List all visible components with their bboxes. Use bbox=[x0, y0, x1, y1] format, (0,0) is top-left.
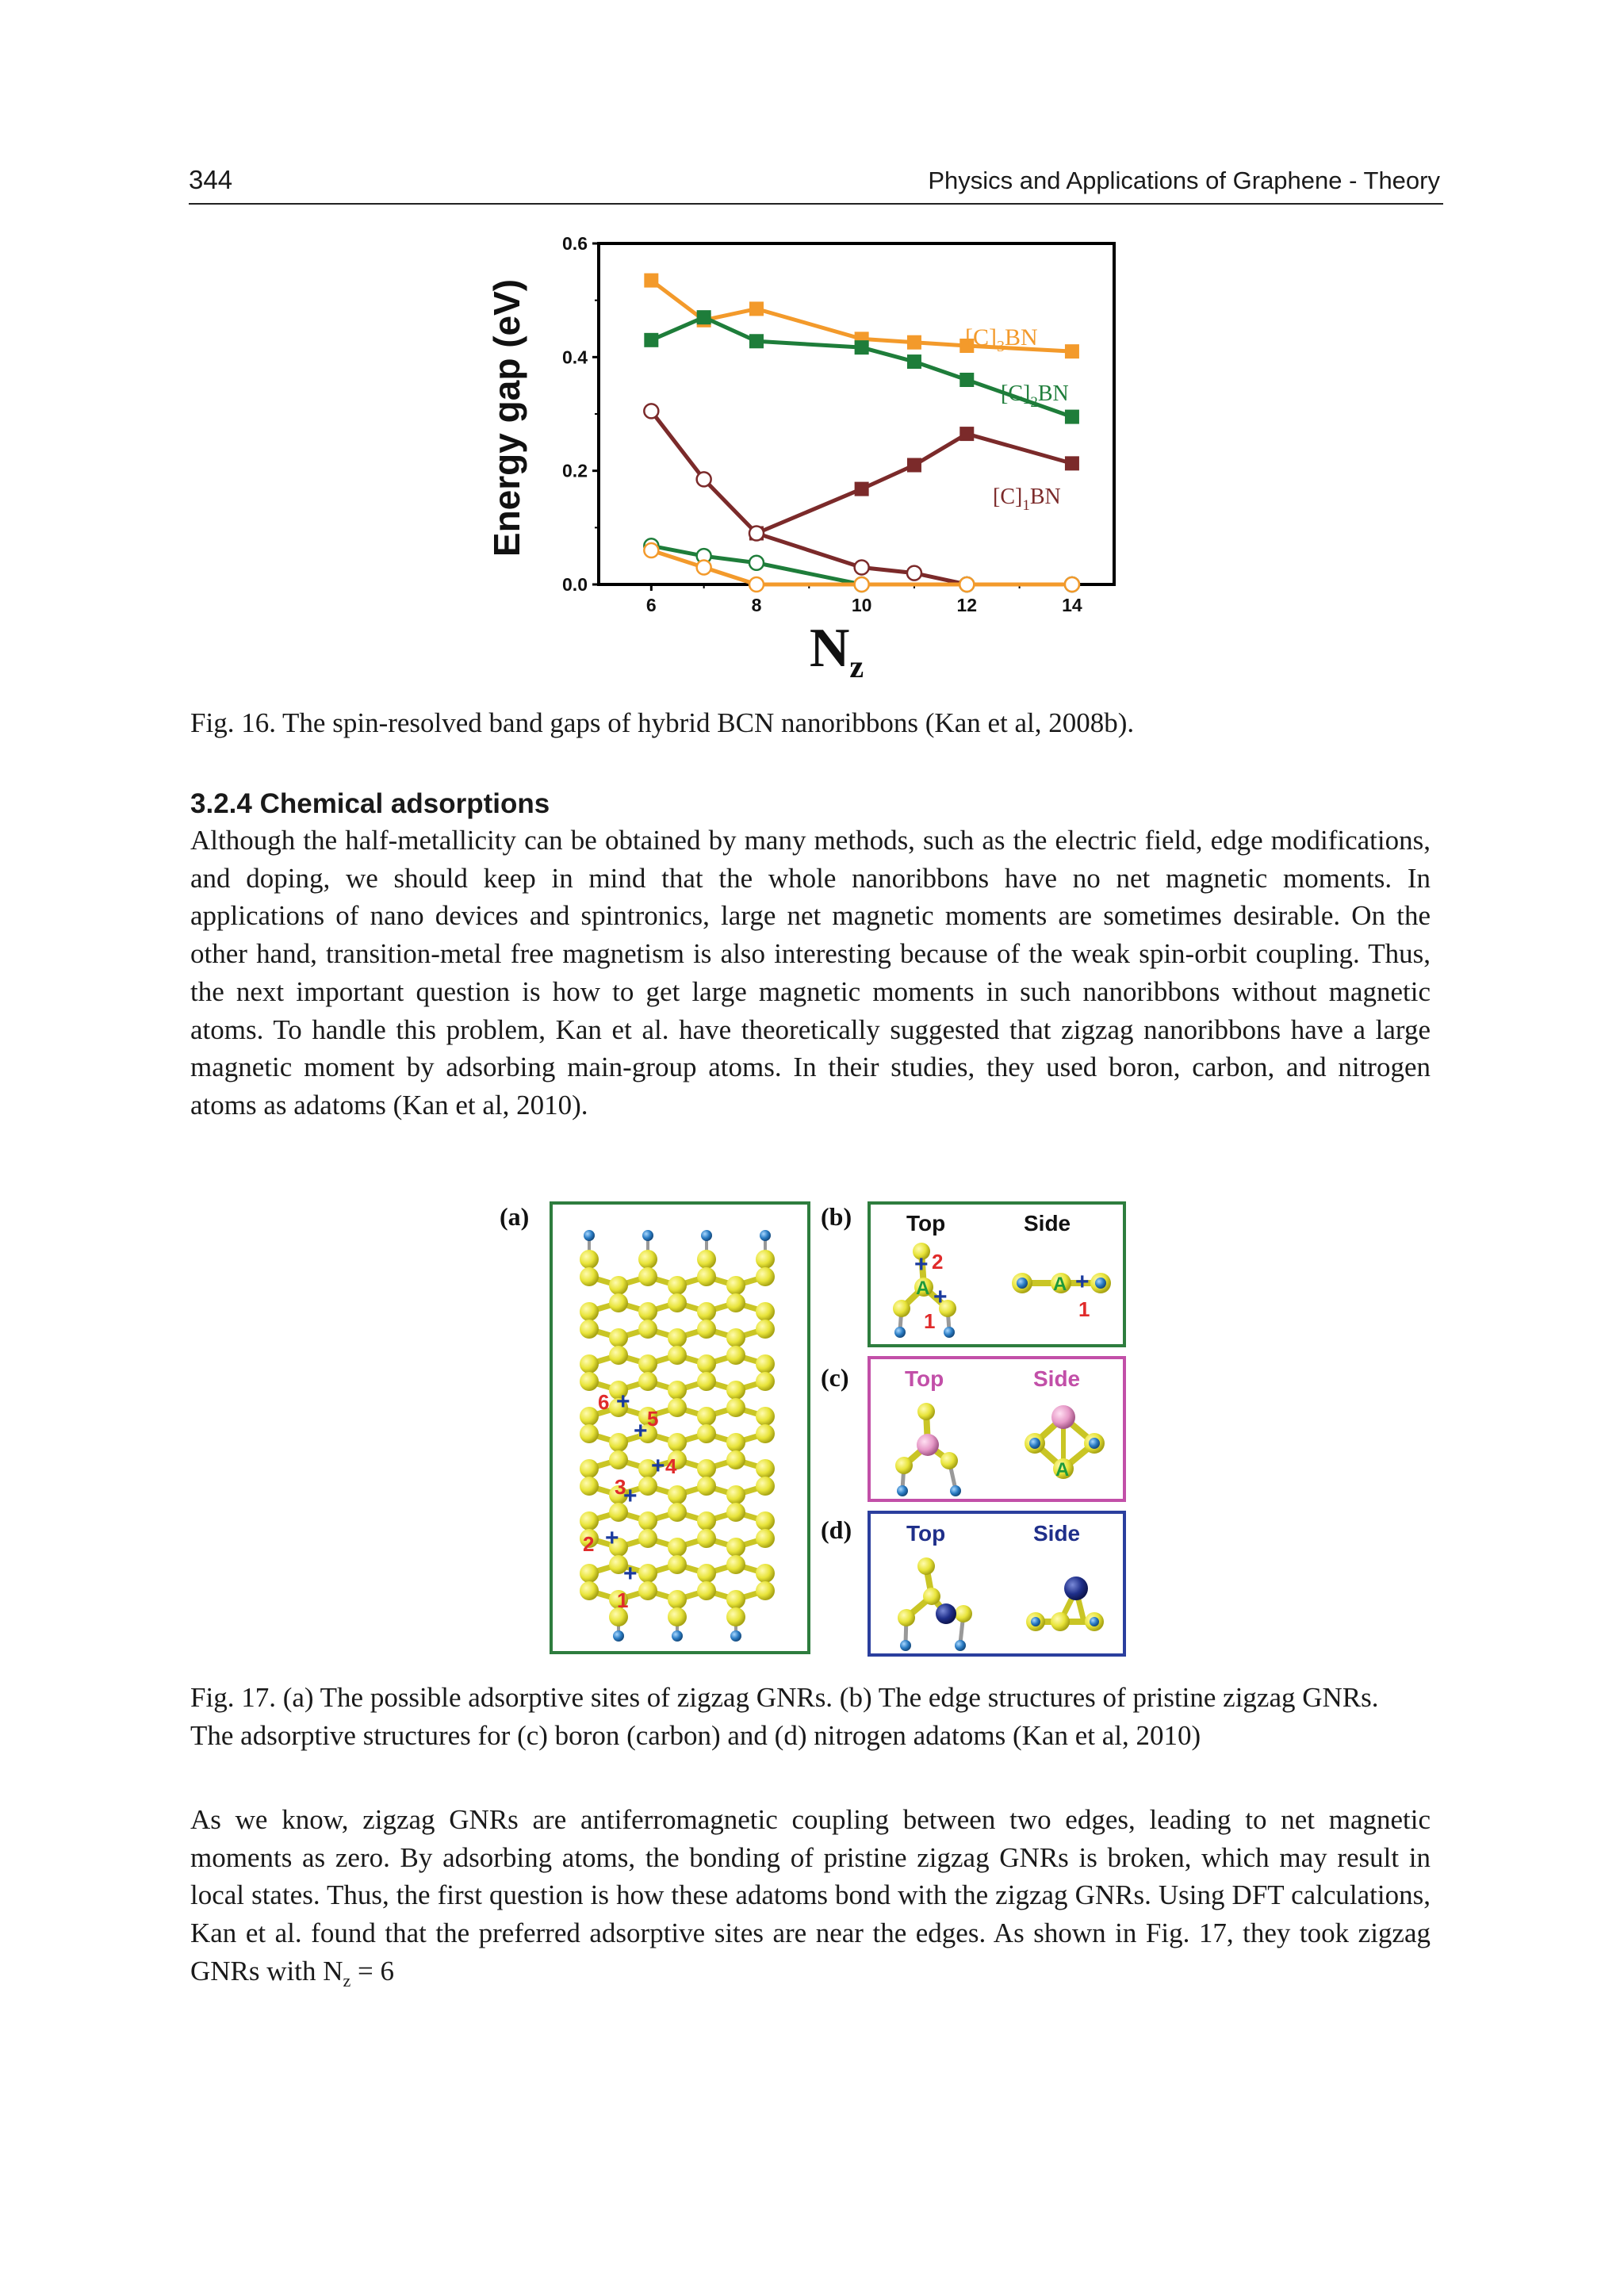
carbon-atom bbox=[726, 1381, 745, 1400]
panel-c-top-structure bbox=[895, 1403, 961, 1496]
data-point bbox=[855, 482, 869, 496]
carbon-atom bbox=[668, 1346, 687, 1365]
panel-d-top-label: Top bbox=[906, 1521, 946, 1546]
carbon-atom bbox=[668, 1433, 687, 1452]
hydrogen-atom bbox=[1095, 1278, 1106, 1289]
y-axis-ticks bbox=[562, 234, 599, 595]
carbon-atom bbox=[668, 1381, 687, 1400]
data-point bbox=[1065, 410, 1079, 424]
carbon-atom bbox=[756, 1407, 775, 1426]
carbon-atom bbox=[697, 1354, 716, 1373]
data-point bbox=[749, 577, 764, 592]
y-tick-label: 0.4 bbox=[562, 347, 588, 368]
panel-c-side-structure bbox=[1025, 1405, 1105, 1481]
carbon-atom bbox=[756, 1581, 775, 1600]
paragraph-2 bbox=[190, 1801, 1431, 2000]
carbon-atom bbox=[580, 1564, 599, 1583]
carbon-atom bbox=[697, 1459, 716, 1478]
atom-label-a: A bbox=[916, 1278, 930, 1299]
figure-16-chart bbox=[476, 234, 1150, 694]
carbon-atom bbox=[609, 1433, 628, 1452]
carbon-atom bbox=[756, 1320, 775, 1339]
hydrogen-atom bbox=[760, 1230, 771, 1241]
carbon-atom bbox=[726, 1328, 745, 1347]
legend-c1bn-sub: 1 bbox=[1022, 497, 1030, 514]
panel-b-side-number-1: 1 bbox=[1078, 1297, 1090, 1321]
carbon-atom bbox=[697, 1511, 716, 1531]
carbon-atom bbox=[726, 1503, 745, 1522]
data-point bbox=[907, 566, 921, 580]
panel-d-side-label: Side bbox=[1033, 1521, 1081, 1546]
data-point bbox=[1065, 344, 1079, 358]
carbon-atom bbox=[638, 1564, 657, 1583]
site-number-2: 2 bbox=[583, 1532, 595, 1556]
site-number-3: 3 bbox=[615, 1475, 626, 1499]
panel-b-side-marker: + bbox=[1075, 1269, 1090, 1295]
carbon-atom bbox=[923, 1588, 940, 1605]
site-marker-2: + bbox=[605, 1525, 619, 1551]
carbon-atom bbox=[668, 1538, 687, 1557]
site-marker-6: + bbox=[616, 1389, 630, 1415]
hydrogen-atom bbox=[672, 1630, 683, 1642]
site-marker-1: + bbox=[623, 1561, 638, 1587]
x-axis-label bbox=[810, 618, 864, 684]
panel-c-top-label: Top bbox=[905, 1366, 944, 1391]
x-tick-label: 6 bbox=[645, 595, 657, 615]
carbon-atom bbox=[580, 1424, 599, 1443]
carbon-atom bbox=[638, 1267, 657, 1286]
carbon-atom bbox=[580, 1354, 599, 1373]
panel-b-marker-2: + bbox=[914, 1251, 929, 1278]
carbon-atom bbox=[638, 1354, 657, 1373]
site-marker-3: + bbox=[623, 1483, 638, 1509]
carbon-atom bbox=[638, 1511, 657, 1531]
carbon-atom bbox=[726, 1607, 745, 1626]
carbon-atom bbox=[726, 1538, 745, 1557]
panel-b-side-label: Side bbox=[1024, 1211, 1071, 1236]
carbon-atom bbox=[756, 1372, 775, 1391]
carbon-atom bbox=[638, 1477, 657, 1496]
paragraph-1: Although the half-metallicity can be obtained by many methods, such as the electric field, edge modifications, and doping, we should keep in mind that the whole nanoribbons have no net magnetic moments. In applications of nano devices and spintronics, large net magnetic moments are sometimes desirable. On the other hand, transition-metal free magnetism is also interesting because of the weak spin-orbit coupling. Thus, the next important question is how to get large magnetic moments in such nanoribbons without magnetic atoms. To handle this problem, Kan et al. have theoretically suggested that zigzag nanoribbons have a large magnetic moment by adsorbing main-group atoms. In their studies, they used boron, carbon, and nitrogen atoms as adatoms (Kan et al, 2010). bbox=[190, 825, 1431, 1121]
figure-17-caption: Fig. 17. (a) The possible adsorptive sites of zigzag GNRs. (b) The edge structures of pristine zigzag GNRs. The adsorptive structures for (c) boron (carbon) and (d) nitrogen adatoms (Kan et al, 2010) bbox=[190, 1682, 1379, 1751]
carbon-atom bbox=[580, 1250, 599, 1269]
carbon-atom bbox=[668, 1555, 687, 1574]
carbon-atom bbox=[638, 1581, 657, 1600]
carbon-atom bbox=[580, 1320, 599, 1339]
data-point bbox=[749, 334, 764, 348]
hydrogen-atom bbox=[642, 1230, 653, 1241]
site-number-5: 5 bbox=[647, 1407, 659, 1431]
nitrogen-adatom bbox=[936, 1603, 956, 1624]
carbon-atom bbox=[638, 1250, 657, 1269]
carbon-atom bbox=[609, 1450, 628, 1469]
running-title: Physics and Applications of Graphene - Theory bbox=[928, 167, 1440, 194]
y-tick-label: 0.6 bbox=[562, 234, 588, 254]
y-tick-label: 0.2 bbox=[562, 460, 588, 481]
x-tick-label: 8 bbox=[751, 595, 762, 615]
carbon-atom bbox=[756, 1424, 775, 1443]
carbon-atom bbox=[1051, 1612, 1070, 1631]
page-header bbox=[189, 163, 1443, 205]
carbon-atom bbox=[580, 1581, 599, 1600]
site-number-1: 1 bbox=[617, 1588, 629, 1612]
site-marker-5: + bbox=[634, 1418, 648, 1444]
carbon-atom bbox=[609, 1276, 628, 1295]
data-point bbox=[749, 527, 764, 541]
panel-b-number-1: 1 bbox=[924, 1309, 936, 1333]
carbon-atom bbox=[895, 1457, 913, 1474]
carbon-atom bbox=[697, 1372, 716, 1391]
legend-c3bn-sub: 3 bbox=[997, 338, 1005, 355]
nitrogen-adatom bbox=[1064, 1576, 1088, 1600]
hydrogen-atom bbox=[613, 1630, 624, 1642]
panel-b-top-label: Top bbox=[906, 1211, 946, 1236]
carbon-atom bbox=[697, 1581, 716, 1600]
carbon-atom bbox=[898, 1609, 915, 1626]
hydrogen-atom bbox=[950, 1485, 961, 1496]
hydrogen-atom bbox=[584, 1230, 595, 1241]
zigzag-gnr-lattice bbox=[580, 1230, 775, 1642]
carbon-atom bbox=[638, 1529, 657, 1548]
carbon-atom bbox=[917, 1403, 935, 1420]
panel-b-side-structure bbox=[1012, 1269, 1111, 1321]
panel-d-top-structure bbox=[898, 1557, 972, 1651]
carbon-atom bbox=[955, 1605, 972, 1622]
hydrogen-atom bbox=[897, 1485, 908, 1496]
carbon-atom bbox=[580, 1477, 599, 1496]
carbon-atom bbox=[697, 1424, 716, 1443]
panel-label-c: (c) bbox=[821, 1363, 849, 1392]
carbon-atom bbox=[697, 1564, 716, 1583]
data-point bbox=[907, 335, 921, 350]
atom-label-a-side: A bbox=[1053, 1274, 1067, 1295]
carbon-atom bbox=[756, 1302, 775, 1321]
x-axis-label-sub: z bbox=[849, 649, 864, 684]
data-point bbox=[959, 577, 974, 592]
data-point bbox=[855, 577, 869, 592]
carbon-atom bbox=[756, 1529, 775, 1548]
carbon-atom bbox=[756, 1564, 775, 1583]
y-tick-label: 0.0 bbox=[562, 574, 588, 595]
carbon-atom bbox=[697, 1529, 716, 1548]
carbon-atom bbox=[668, 1503, 687, 1522]
data-point bbox=[855, 561, 869, 575]
atom-label-a-c: A bbox=[1055, 1459, 1070, 1481]
data-point bbox=[644, 543, 658, 557]
legend-c2bn-sub: 2 bbox=[1030, 394, 1038, 411]
section-heading: 3.2.4 Chemical adsorptions bbox=[190, 788, 550, 819]
carbon-atom bbox=[697, 1320, 716, 1339]
legend-c3bn-tail: BN bbox=[1005, 324, 1038, 351]
boron-adatom bbox=[1051, 1405, 1075, 1429]
carbon-atom bbox=[668, 1590, 687, 1609]
hydrogen-atom bbox=[1017, 1278, 1028, 1289]
panel-b-number-2: 2 bbox=[932, 1250, 944, 1274]
panel-label-d: (d) bbox=[821, 1515, 852, 1544]
site-number-4: 4 bbox=[665, 1454, 677, 1478]
legend-c1bn-main: [C] bbox=[993, 485, 1023, 509]
y-axis-label: Energy gap (eV) bbox=[486, 278, 527, 557]
carbon-atom bbox=[726, 1346, 745, 1365]
data-point bbox=[697, 561, 711, 575]
carbon-atom bbox=[940, 1452, 958, 1469]
carbon-atom bbox=[697, 1302, 716, 1321]
carbon-atom bbox=[697, 1267, 716, 1286]
carbon-atom bbox=[580, 1511, 599, 1531]
hydrogen-atom bbox=[730, 1630, 741, 1642]
carbon-atom bbox=[726, 1398, 745, 1417]
carbon-atom bbox=[726, 1433, 745, 1452]
hydrogen-atom bbox=[900, 1640, 911, 1651]
figure-17-structures bbox=[488, 1190, 1146, 1665]
carbon-atom bbox=[756, 1354, 775, 1373]
carbon-atom bbox=[893, 1300, 910, 1317]
carbon-atom bbox=[756, 1459, 775, 1478]
carbon-atom bbox=[580, 1372, 599, 1391]
carbon-atom bbox=[756, 1477, 775, 1496]
carbon-atom bbox=[609, 1346, 628, 1365]
data-point bbox=[907, 354, 921, 369]
hydrogen-atom bbox=[1031, 1617, 1040, 1626]
panel-c-side-label: Side bbox=[1033, 1366, 1081, 1391]
site-number-6: 6 bbox=[598, 1390, 610, 1414]
data-point bbox=[697, 310, 711, 324]
data-point bbox=[959, 427, 974, 441]
carbon-atom bbox=[756, 1511, 775, 1531]
carbon-atom bbox=[756, 1267, 775, 1286]
panel-b-top-structure bbox=[893, 1243, 956, 1338]
x-tick-label: 10 bbox=[851, 595, 872, 615]
carbon-atom bbox=[917, 1557, 935, 1575]
data-point bbox=[644, 404, 658, 418]
hydrogen-atom bbox=[1090, 1617, 1099, 1626]
hydrogen-atom bbox=[1089, 1438, 1100, 1449]
data-point bbox=[907, 458, 921, 473]
carbon-atom bbox=[580, 1407, 599, 1426]
carbon-atom bbox=[668, 1328, 687, 1347]
carbon-atom bbox=[580, 1267, 599, 1286]
legend-c2bn-tail: BN bbox=[1037, 381, 1069, 406]
carbon-atom bbox=[580, 1459, 599, 1478]
legend-c3bn-main: [C] bbox=[965, 324, 997, 351]
carbon-atom bbox=[668, 1398, 687, 1417]
carbon-atom bbox=[668, 1485, 687, 1504]
carbon-atom bbox=[638, 1372, 657, 1391]
carbon-atom bbox=[668, 1276, 687, 1295]
carbon-atom bbox=[638, 1302, 657, 1321]
paragraph-2-subscript: z bbox=[343, 1970, 351, 1990]
legend-c1bn-tail: BN bbox=[1029, 485, 1061, 509]
carbon-atom bbox=[609, 1293, 628, 1312]
hydrogen-atom bbox=[1029, 1438, 1040, 1449]
carbon-atom bbox=[697, 1407, 716, 1426]
carbon-atom bbox=[726, 1293, 745, 1312]
legend-c2bn-main: [C] bbox=[1001, 381, 1031, 406]
data-point bbox=[644, 333, 658, 347]
x-tick-label: 12 bbox=[956, 595, 978, 615]
data-point bbox=[697, 472, 711, 486]
data-point bbox=[749, 556, 764, 570]
data-point bbox=[855, 340, 869, 354]
panel-b-marker-1: + bbox=[933, 1284, 948, 1310]
hydrogen-atom bbox=[701, 1230, 712, 1241]
carbon-atom bbox=[726, 1450, 745, 1469]
panel-label-a: (a) bbox=[500, 1202, 530, 1231]
data-point bbox=[644, 274, 658, 288]
carbon-atom bbox=[638, 1320, 657, 1339]
carbon-atom bbox=[726, 1276, 745, 1295]
paragraph-2-tail: = 6 bbox=[350, 1955, 395, 1986]
data-point bbox=[1065, 577, 1079, 592]
carbon-atom bbox=[726, 1485, 745, 1504]
hydrogen-atom bbox=[955, 1640, 966, 1651]
plot-frame bbox=[599, 243, 1114, 584]
carbon-atom bbox=[668, 1607, 687, 1626]
panel-d-side-structure bbox=[1026, 1576, 1104, 1631]
x-tick-label: 14 bbox=[1062, 595, 1082, 615]
figure-16-caption: Fig. 16. The spin-resolved band gaps of hybrid BCN nanoribbons (Kan et al, 2008b). bbox=[190, 707, 1135, 738]
carbon-atom bbox=[697, 1477, 716, 1496]
data-point bbox=[959, 373, 974, 387]
carbon-atom bbox=[609, 1328, 628, 1347]
page-number: 344 bbox=[189, 165, 233, 194]
paragraph-2-text: As we know, zigzag GNRs are antiferromagnetic coupling between two edges, leading to net magnetic moments as zero. By adsorbing atoms, the bonding of pristine zigzag GNRs is broken, which may result in local states. Thus, the first question is how these adatoms bond with the zigzag GNRs. Using DFT calculations, Kan et al. found that the preferred adsorptive sites are near the edges. As shown in Fig. 17, they took zigzag GNRs with N bbox=[190, 1804, 1431, 1986]
panel-label-b: (b) bbox=[821, 1202, 852, 1231]
x-axis-label-main: N bbox=[809, 618, 850, 679]
carbon-atom bbox=[726, 1555, 745, 1574]
hydrogen-atom bbox=[944, 1327, 955, 1338]
data-point bbox=[749, 301, 764, 316]
carbon-atom bbox=[756, 1250, 775, 1269]
boron-adatom bbox=[917, 1434, 939, 1456]
carbon-atom bbox=[580, 1302, 599, 1321]
carbon-atom bbox=[726, 1590, 745, 1609]
hydrogen-atom bbox=[894, 1327, 906, 1338]
carbon-atom bbox=[668, 1293, 687, 1312]
carbon-atom bbox=[697, 1250, 716, 1269]
data-point bbox=[1065, 456, 1079, 470]
site-marker-4: + bbox=[651, 1453, 665, 1479]
